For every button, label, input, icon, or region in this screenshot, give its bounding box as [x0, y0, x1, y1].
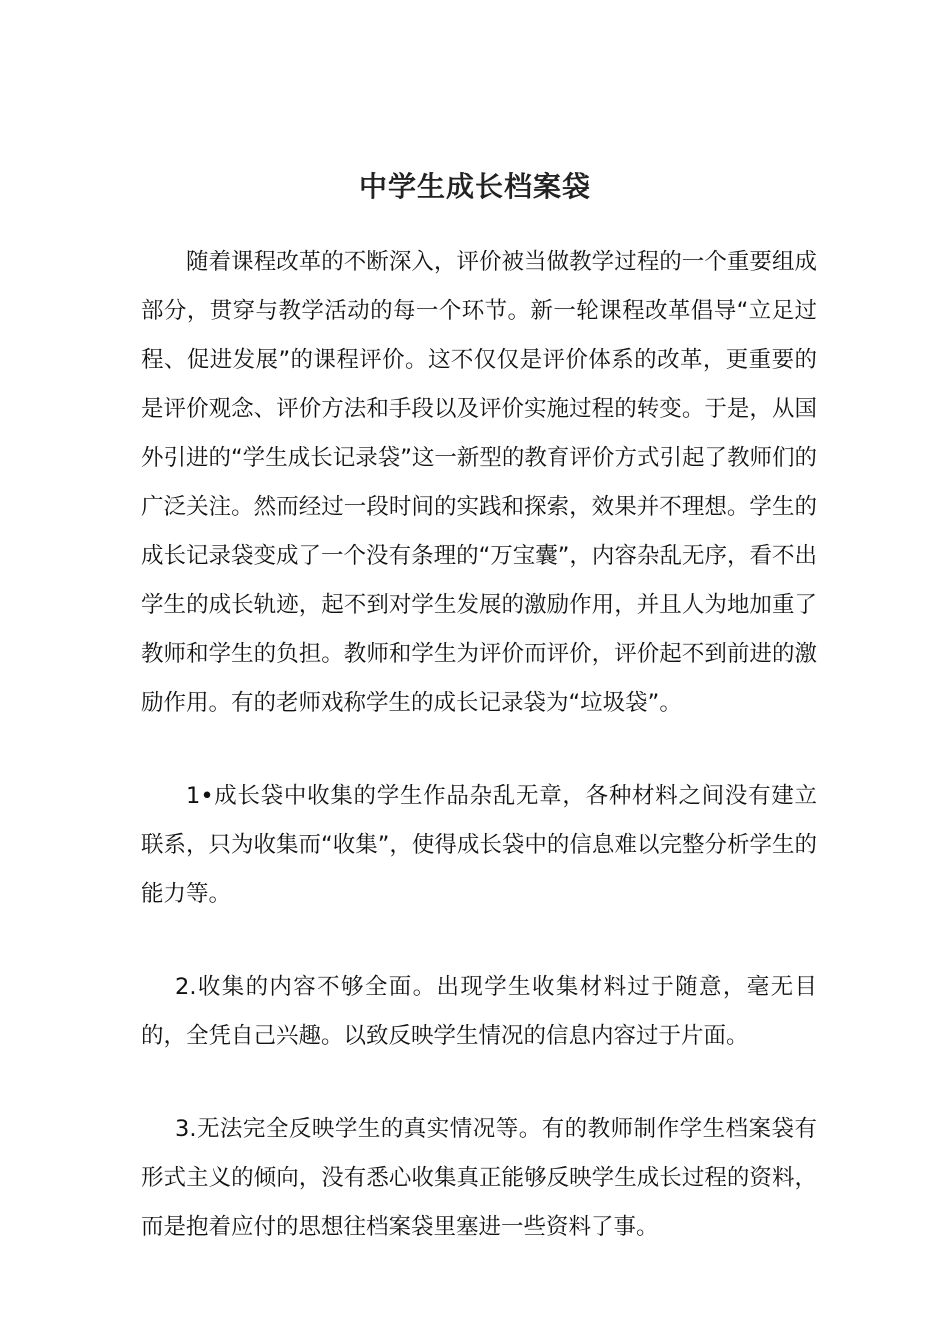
document-body	[141, 238, 817, 1252]
intro-paragraph: 随着课程改革的不断深入，评价被当做教学过程的一个重要组成部分，贯穿与教学活动的每一个环节。新一轮课程改革倡导“立足过程、促进发展”的课程评价。这不仅仅是评价体系的改革，更重要的是评价观念、评价方法和手段以及评价实施过程的转变。于是，从国外引进的“学生成长记录袋”这一新型的教育评价方式引起了教师们的广泛关注。然而经过一段时间的实践和探索，效果并不理想。学生的成长记录袋变成了一个没有条理的“万宝囊”，内容杂乱无序，看不出学生的成长轨迹，起不到对学生发展的激励作用，并且人为地加重了教师和学生的负担。教师和学生为评价而评价，评价起不到前进的激励作用。有的老师戏称学生的成长记录袋为“垃圾袋”。	[141, 249, 817, 716]
problem-item-3: 3.无法完全反映学生的真实情况等。有的教师制作学生档案袋有形式主义的倾向，没有悉心收集真正能够反映学生成长过程的资料，而是抱着应付的思想往档案袋里塞进一些资料了事。	[141, 1116, 817, 1240]
document-title: 中学生成长档案袋	[358, 169, 591, 203]
problem-item-1: 1•成长袋中收集的学生作品杂乱无章，各种材料之间没有建立联系，只为收集而“收集”，使得成长袋中的信息难以完整分析学生的能力等。	[141, 783, 817, 907]
problem-item-2: 2.收集的内容不够全面。出现学生收集材料过于随意，毫无目的，全凭自己兴趣。以致反映学生情况的信息内容过于片面。	[141, 974, 817, 1049]
